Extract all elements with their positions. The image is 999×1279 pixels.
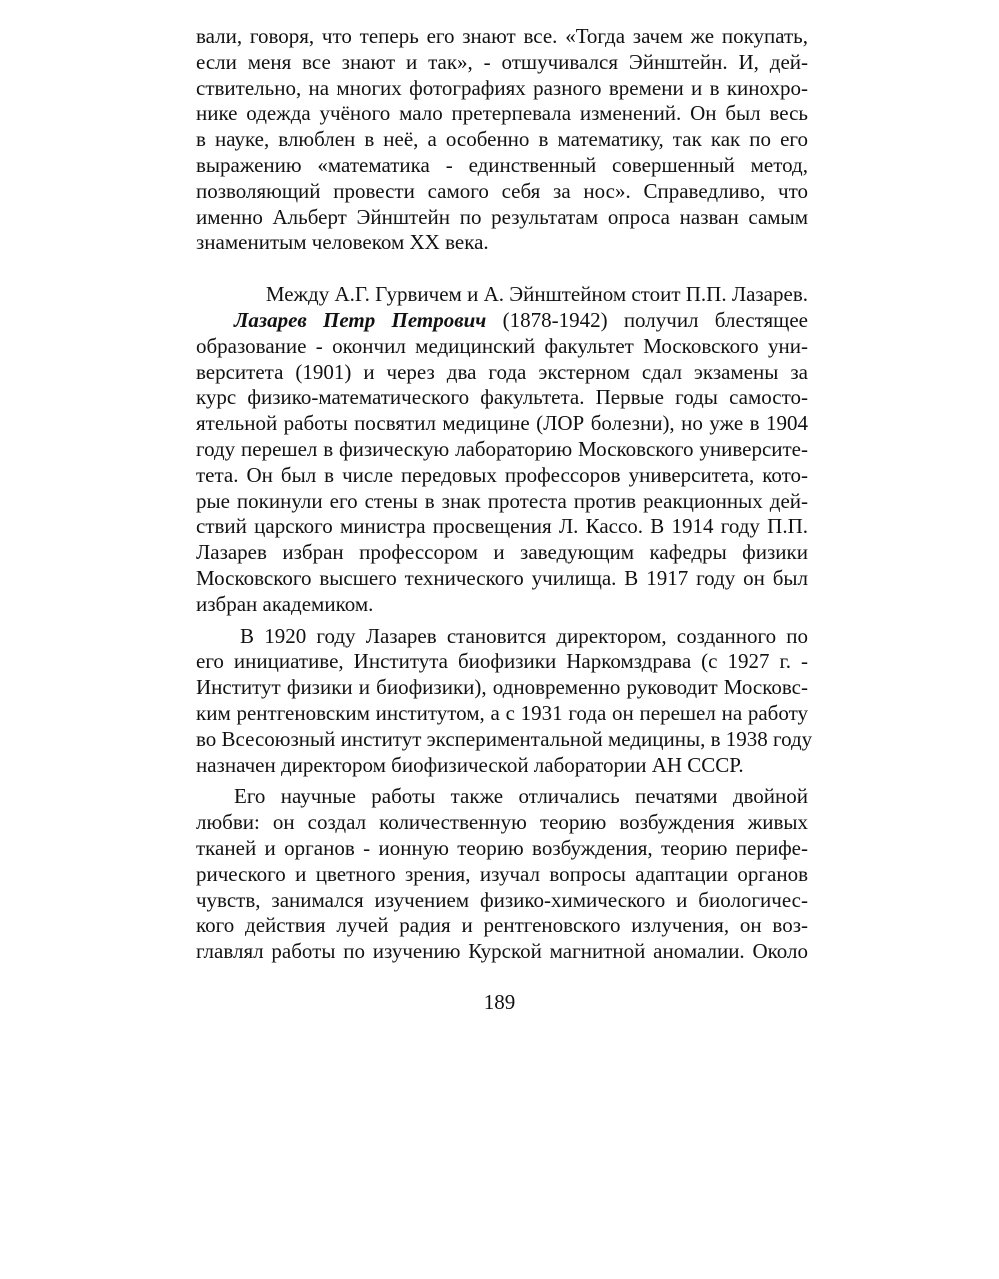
text-line: Московского высшего технического училища. В 1917 году он был [196, 565, 808, 590]
text-line: тканей и органов - ионную теорию возбуждения, теорию перифе- [196, 835, 808, 860]
text-line: если меня все знают и так», - отшучивался Эйнштейн. И, дей- [196, 49, 808, 74]
text-line: ким рентгеновским институтом, а с 1931 года он перешел на работу [196, 700, 808, 725]
text-line: тета. Он был в числе передовых профессоров университета, кото- [196, 462, 808, 487]
text-line: курс физико-математического факультета. Первые годы самосто- [196, 385, 808, 410]
paragraph-lazarev-research [196, 784, 808, 965]
text-line: Его научные работы также отличались печатями двойной [234, 784, 808, 809]
text-line: вали, говоря, что теперь его знают все. «Тогда зачем же покупать, [196, 24, 808, 48]
page-body [196, 24, 813, 965]
text-line: во Всесоюзный институт экспериментальной медицины, в 1938 году [196, 726, 813, 751]
text-line: нике одежда учёного мало претерпевала изменений. Он был весь [196, 101, 808, 126]
text-line: любви: он создал количественную теорию возбуждения живых [196, 810, 808, 835]
text-line: Между А.Г. Гурвичем и А. Эйнштейном стоит П.П. Лазарев. [265, 282, 808, 307]
text-line: ствительно, на многих фотографиях разного времени и в кинохро- [196, 75, 808, 100]
text-line: главлял работы по изучению Курской магнитной аномалии. Около [196, 939, 808, 964]
text-line: назначен директором биофизической лаборатории АН СССР. [196, 752, 744, 777]
page-number: 189 [483, 990, 516, 1014]
text-line: образование - окончил медицинский факультет Московского уни- [196, 333, 808, 358]
text-line: кого действия лучей радия и рентгеновского излучения, он воз- [196, 913, 808, 938]
text-line: ятельной работы посвятил медицине (ЛОР болезни), но уже в 1904 [196, 411, 808, 436]
text-line: Институт физики и биофизики), одновременно руководит Московс- [196, 675, 808, 700]
paragraph-lazarev-bio [196, 308, 808, 618]
text-line: в науке, влюблен в неё, а особенно в математику, так как по его [196, 127, 808, 152]
text-line: знаменитым человеком XX века. [196, 230, 489, 255]
text-line: выражению «математика - единственный совершенный метод, [196, 152, 808, 177]
paragraph-between [196, 282, 808, 308]
person-name: Лазарев Петр Петрович [234, 307, 487, 332]
text-line: году перешел в физическую лабораторию Московского университе- [196, 436, 808, 461]
text-line: Лазарев избран профессором и заведующим кафедры физики [196, 540, 808, 565]
text-line: позволяющий провести самого себя за нос». Справедливо, что [196, 178, 808, 203]
paragraph-lazarev-institutes [196, 623, 813, 779]
text-line: ствий царского министра просвещения Л. Кассо. В 1914 году П.П. [196, 514, 808, 539]
text-line: В 1920 году Лазарев становится директором, созданного по [240, 623, 808, 648]
text-line: верситета (1901) и через два года экстерном сдал экзамены за [196, 359, 808, 384]
text-line: рые покинули его стены в знак протеста против реакционных дей- [196, 488, 808, 513]
text-line: чувств, занимался изучением физико-химического и биологичес- [196, 887, 808, 912]
paragraph-einstein [196, 24, 808, 256]
text-line: его инициативе, Института биофизики Наркомздрава (с 1927 г. - [196, 649, 808, 674]
text-line: рического и цветного зрения, изучал вопросы адаптации органов [196, 861, 808, 886]
text-line [196, 308, 808, 334]
text-line: избран академиком. [196, 591, 374, 616]
text-line: именно Альберт Эйнштейн по результатам опроса назван самым [196, 204, 808, 229]
text-fragment: (1878-1942) получил блестящее [486, 307, 808, 332]
